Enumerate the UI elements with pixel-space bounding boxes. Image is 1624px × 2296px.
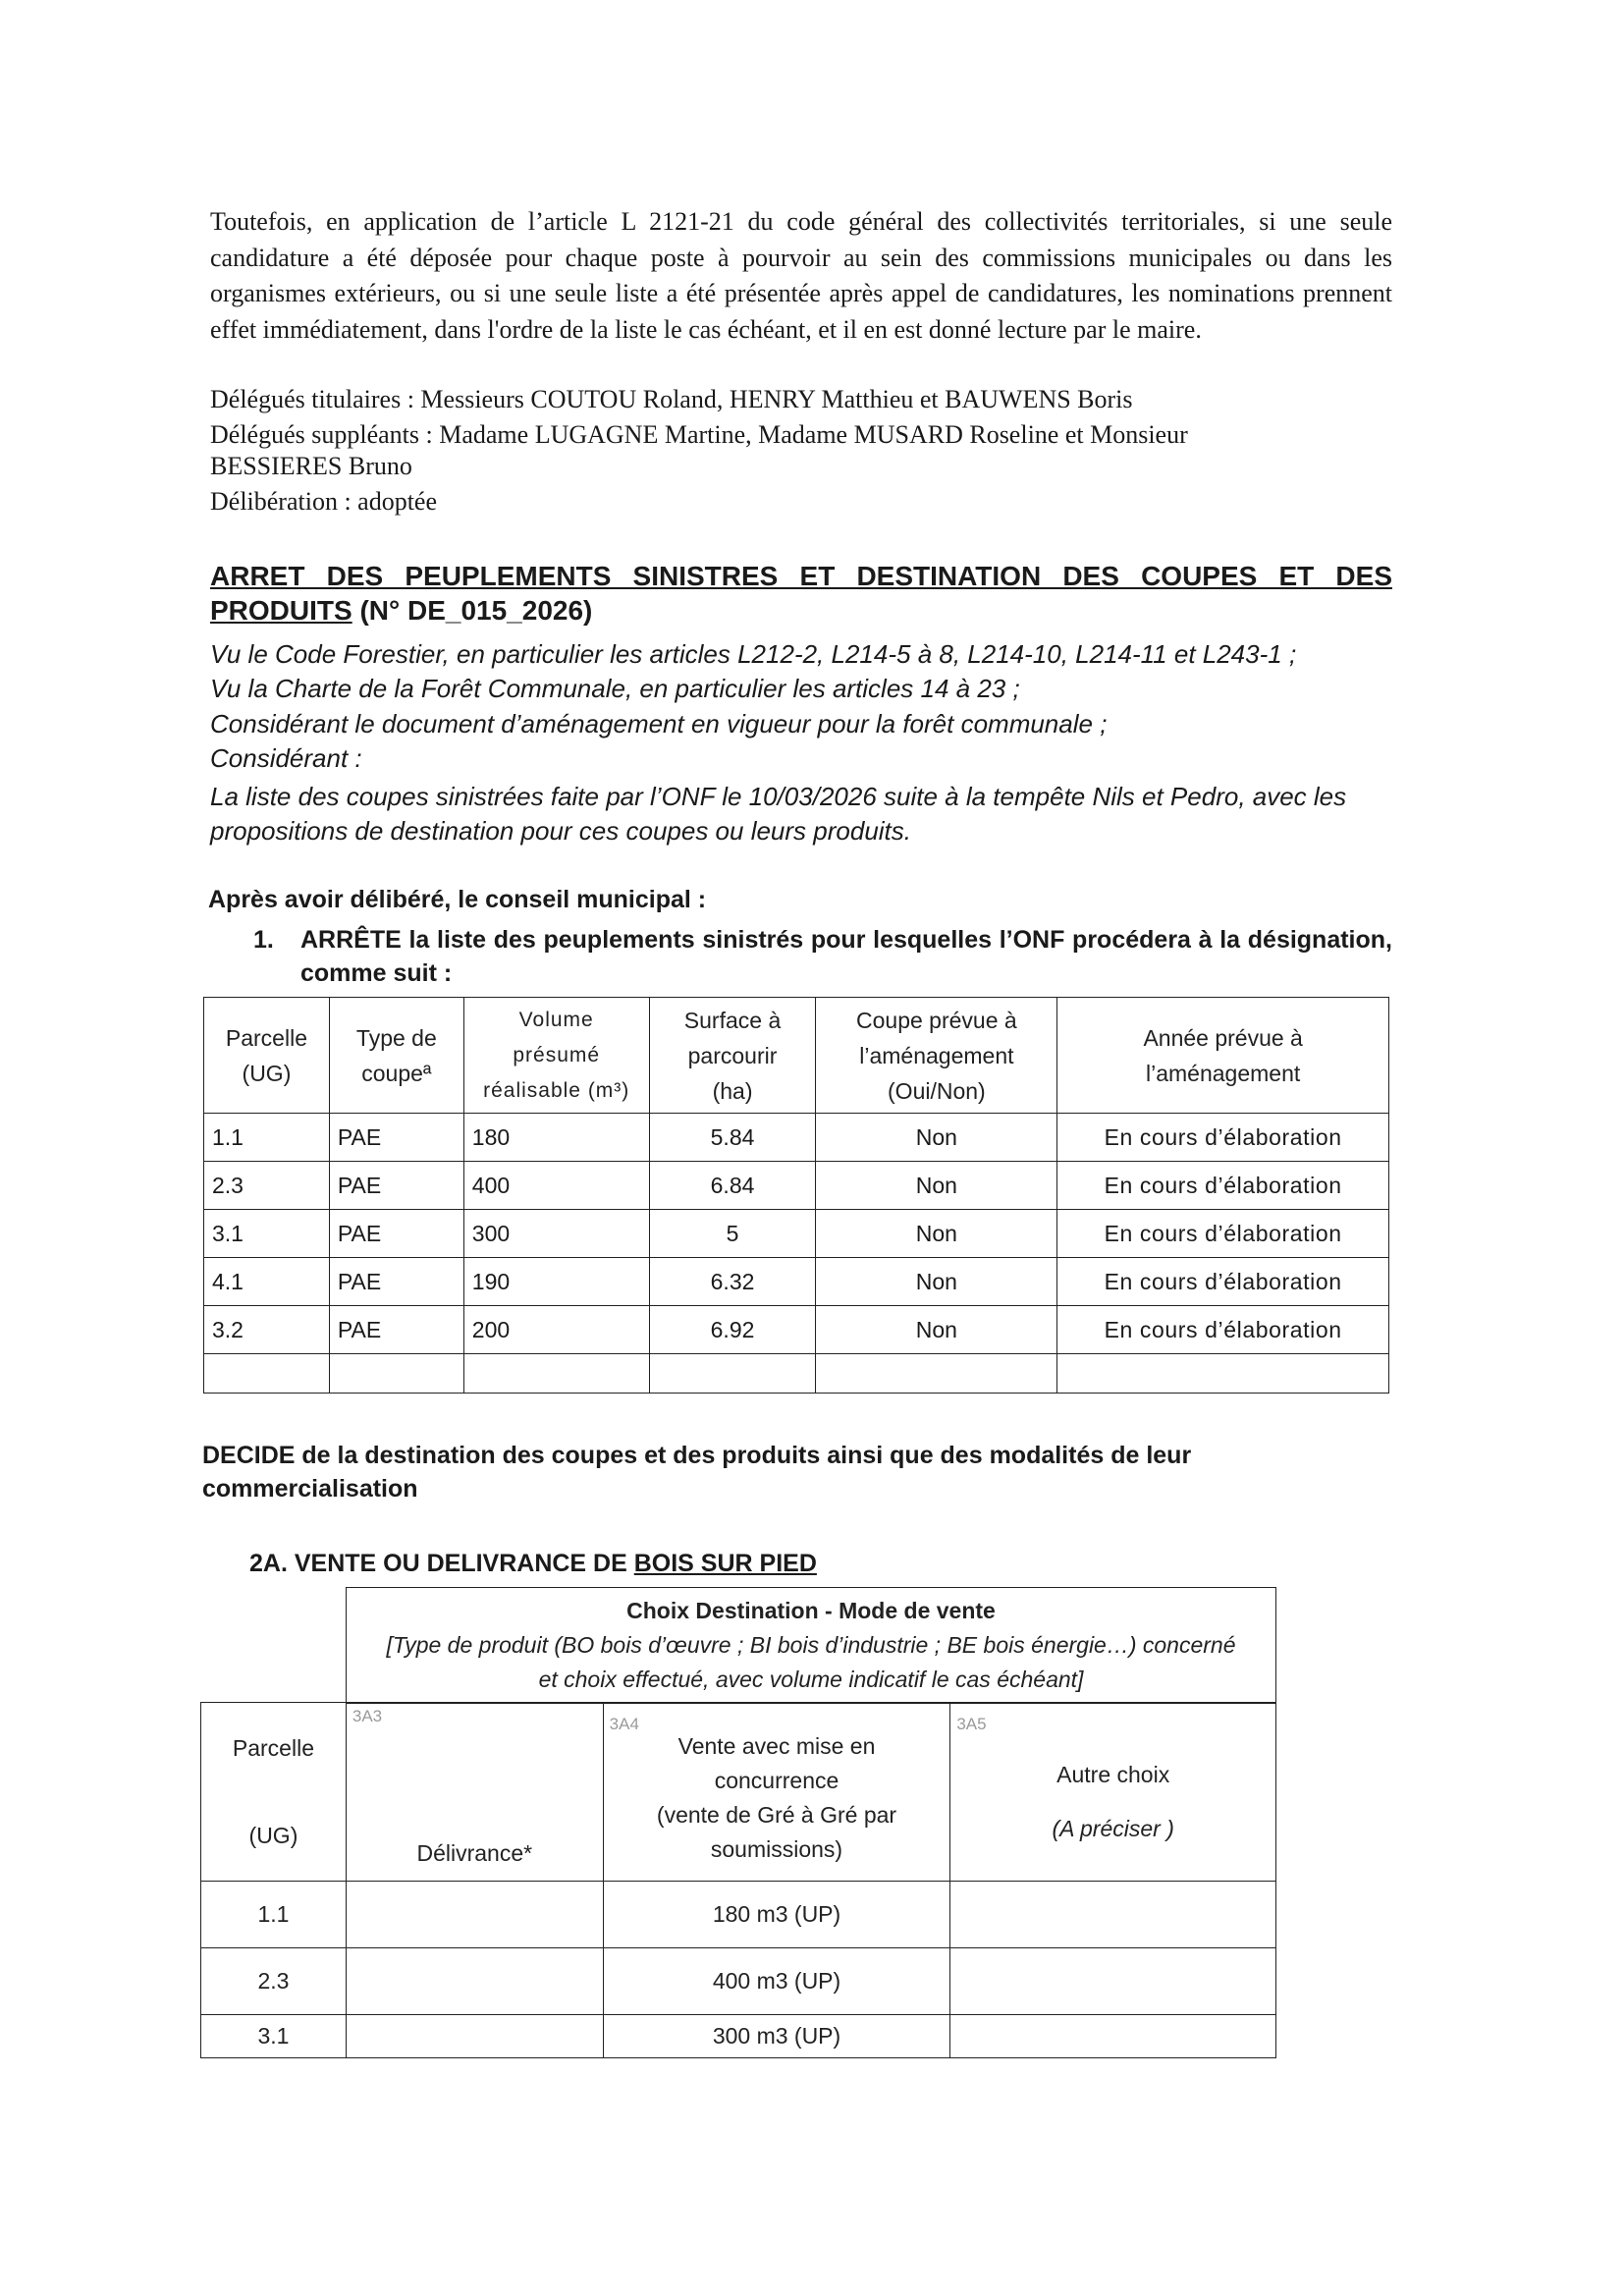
vu-code-forestier: Vu le Code Forestier, en particulier les articles L212-2, L214-5 à 8, L214-10, L214-11 et L243-1 ; (210, 639, 1297, 669)
cell-surface: 6.92 (649, 1306, 816, 1354)
header-vente-concurrence: 3A4 Vente avec mise en concurrence (vente de Gré à Gré par soumissions) (603, 1703, 950, 1882)
table-row (204, 1210, 1389, 1258)
cell-autre (950, 2015, 1276, 2058)
cell-parcelle: 2.3 (204, 1162, 330, 1210)
section-title-line1: ARRET DES PEUPLEMENTS SINISTRES ET DESTINATION DES COUPES ET DES (210, 561, 1392, 591)
choix-destination-title: Choix Destination - Mode de vente (626, 1598, 996, 1623)
table-row (204, 1306, 1389, 1354)
header-coupe-prevue: Coupe prévue à l’aménagement (Oui/Non) (816, 998, 1057, 1114)
header-autre-choix: 3A5 Autre choix (A préciser ) (950, 1703, 1276, 1882)
cell-delivrance (346, 1948, 603, 2015)
arrete-number: 1. (253, 926, 274, 954)
header-delivrance: 3A3 Délivrance* (346, 1703, 603, 1882)
cell-type: PAE (329, 1114, 463, 1162)
cell-autre (950, 1948, 1276, 2015)
section-title-number: (N° DE_015_2026) (352, 595, 593, 626)
cell-parcelle: 1.1 (201, 1882, 347, 1948)
cell-surface: 5.84 (649, 1114, 816, 1162)
code-3a3: 3A3 (352, 1707, 383, 1725)
cell-volume: 300 (463, 1210, 649, 1258)
cell-volume: 180 (463, 1114, 649, 1162)
choix-destination-sub2: et choix effectué, avec volume indicatif le cas échéant] (538, 1667, 1084, 1692)
code-3a4: 3A4 (609, 1715, 639, 1733)
header-parcelle: Parcelle (UG) (201, 1703, 347, 1882)
choix-destination-header (346, 1587, 1276, 1704)
cell-parcelle: 1.1 (204, 1114, 330, 1162)
considerant: Considérant : (210, 743, 362, 773)
cell-coupe: Non (816, 1306, 1057, 1354)
decide-line2: commercialisation (202, 1475, 418, 1503)
cell-annee: En cours d’élaboration (1057, 1306, 1389, 1354)
cell-volume: 400 (463, 1162, 649, 1210)
table-header-row (201, 1703, 1276, 1882)
cell-parcelle: 4.1 (204, 1258, 330, 1306)
cell-coupe: Non (816, 1162, 1057, 1210)
header-annee-prevue: Année prévue à l’aménagement (1057, 998, 1389, 1114)
cell-surface: 5 (649, 1210, 816, 1258)
intro-paragraph: Toutefois, en application de l’article L 2121-21 du code général des collectivités territoriales, si une seule candidature a été déposée pour chaque poste à pourvoir au sein des commissions municipales ou dans les organismes extérieurs, ou si une seule liste a été présentée après appel de candidatures, les nominations prennent effet immédiatement, dans l'ordre de la liste le cas échéant, et il en est donné lecture par le maire. (210, 207, 1392, 344)
section-title-line2 (210, 595, 592, 627)
table-row-empty (204, 1354, 1389, 1394)
delegues-suppleants-line2: BESSIERES Bruno (210, 452, 412, 480)
cell-type: PAE (329, 1258, 463, 1306)
cell-vente: 400 m3 (UP) (603, 1948, 950, 2015)
cell-parcelle: 3.2 (204, 1306, 330, 1354)
apres-deliberation: Après avoir délibéré, le conseil municipal : (208, 886, 707, 913)
vente-delivrance-table (200, 1702, 1276, 2058)
section-title-produits: PRODUITS (210, 595, 352, 626)
code-3a5: 3A5 (956, 1715, 987, 1733)
arrete-text: ARRÊTE la liste des peuplements sinistrés pour lesquelles l’ONF procédera à la désignation, comme suit : (300, 926, 1392, 987)
table-header-row (204, 998, 1389, 1114)
liste-coupes-line2: propositions de destination pour ces coupes ou leurs produits. (210, 816, 911, 846)
table-row (204, 1114, 1389, 1162)
cell-coupe: Non (816, 1258, 1057, 1306)
cell-surface: 6.32 (649, 1258, 816, 1306)
considerant-amenagement: Considérant le document d’aménagement en vigueur pour la forêt communale ; (210, 709, 1108, 738)
header-parcelle: Parcelle (UG) (204, 998, 330, 1114)
cell-vente: 180 m3 (UP) (603, 1882, 950, 1948)
cell-type: PAE (329, 1210, 463, 1258)
cell-annee: En cours d’élaboration (1057, 1258, 1389, 1306)
delegues-titulaires: Délégués titulaires : Messieurs COUTOU Roland, HENRY Matthieu et BAUWENS Boris (210, 385, 1133, 413)
cell-parcelle: 2.3 (201, 1948, 347, 2015)
peuplements-table (203, 997, 1389, 1394)
table-row (201, 1882, 1276, 1948)
choix-destination-sub1: [Type de produit (BO bois d’œuvre ; BI bois d’industrie ; BE bois énergie…) concerné (386, 1632, 1236, 1658)
header-type-coupe: Type de coupeª (329, 998, 463, 1114)
decide-line1: DECIDE de la destination des coupes et des produits ainsi que des modalités de leur (202, 1442, 1192, 1469)
section-2a-title: 2A. VENTE OU DELIVRANCE DE BOIS SUR PIED (249, 1550, 817, 1577)
deliberation-status: Délibération : adoptée (210, 487, 438, 516)
cell-type: PAE (329, 1306, 463, 1354)
table-row (201, 2015, 1276, 2058)
cell-coupe: Non (816, 1114, 1057, 1162)
delegues-suppleants-line1: Délégués suppléants : Madame LUGAGNE Martine, Madame MUSARD Roseline et Monsieur (210, 420, 1188, 449)
cell-coupe: Non (816, 1210, 1057, 1258)
cell-annee: En cours d’élaboration (1057, 1114, 1389, 1162)
cell-annee: En cours d’élaboration (1057, 1162, 1389, 1210)
vu-charte: Vu la Charte de la Forêt Communale, en particulier les articles 14 à 23 ; (210, 674, 1020, 703)
table-row (201, 1948, 1276, 2015)
cell-parcelle: 3.1 (201, 2015, 347, 2058)
cell-annee: En cours d’élaboration (1057, 1210, 1389, 1258)
cell-volume: 190 (463, 1258, 649, 1306)
liste-coupes-line1: La liste des coupes sinistrées faite par l’ONF le 10/03/2026 suite à la tempête Nils et Pedro, avec les (210, 782, 1347, 811)
table-row (204, 1162, 1389, 1210)
cell-autre (950, 1882, 1276, 1948)
cell-type: PAE (329, 1162, 463, 1210)
header-volume: Volume présumé réalisable (m³) (463, 998, 649, 1114)
table-row (204, 1258, 1389, 1306)
cell-parcelle: 3.1 (204, 1210, 330, 1258)
cell-vente: 300 m3 (UP) (603, 2015, 950, 2058)
cell-volume: 200 (463, 1306, 649, 1354)
header-surface: Surface à parcourir (ha) (649, 998, 816, 1114)
arrete-item (253, 923, 1392, 990)
cell-surface: 6.84 (649, 1162, 816, 1210)
cell-delivrance (346, 2015, 603, 2058)
cell-delivrance (346, 1882, 603, 1948)
